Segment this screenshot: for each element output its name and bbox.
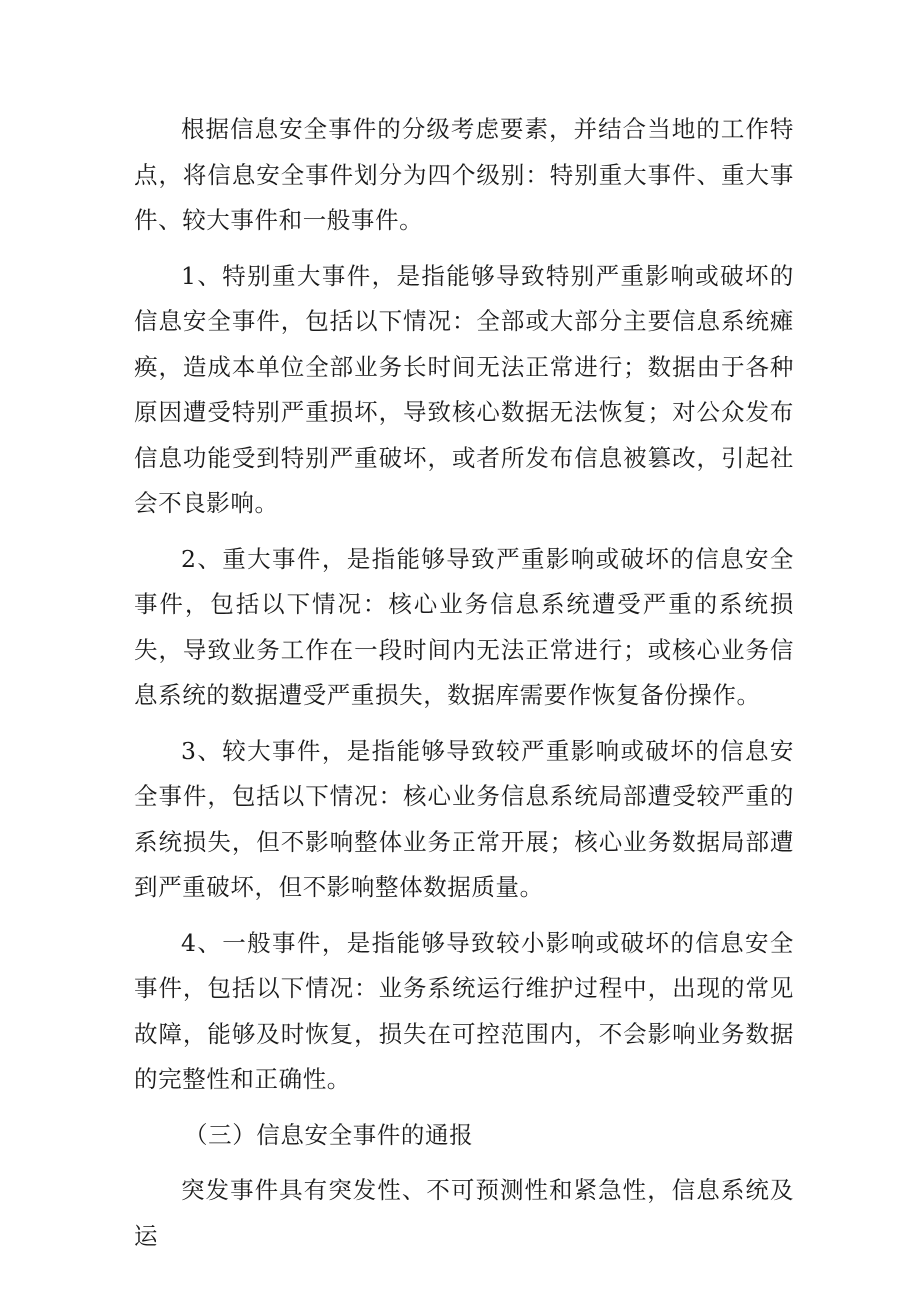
closing-paragraph: 突发事件具有突发性、不可预测性和紧急性，信息系统及运 [134,1176,794,1250]
level-2-paragraph: 2、重大事件，是指能够导致严重影响或破坏的信息安全事件，包括以下情况：核心业务信息系统遭受严重的系统损失，导致业务工作在一段时间内无法正常进行；或核心业务信息系统的数据遭受严重损失，数据库需要作恢复备份操作。 [134,544,794,709]
level-3-paragraph: 3、较大事件，是指能够导致较严重影响或破坏的信息安全事件，包括以下情况：核心业务信息系统局部遭受较严重的系统损失，但不影响整体业务正常开展；核心业务数据局部遭到严重破坏，但不影响整体数据质量。 [134,736,794,901]
level-1-paragraph: 1、特别重大事件，是指能够导致特别严重影响或破坏的信息安全事件，包括以下情况：全部或大部分主要信息系统瘫痪，造成本单位全部业务长时间无法正常进行；数据由于各种原因遭受特别严重损坏，导致核心数据无法恢复；对公众发布信息功能受到特别严重破坏，或者所发布信息被篡改，引起社会不良影响。 [134,261,794,517]
level-4-paragraph: 4、一般事件，是指能够导致较小影响或破坏的信息安全事件，包括以下情况：业务系统运行维护过程中，出现的常见故障，能够及时恢复，损失在可控范围内，不会影响业务数据的完整性和正确性。 [134,928,794,1093]
intro-paragraph: 根据信息安全事件的分级考虑要素，并结合当地的工作特点，将信息安全事件划分为四个级别：特别重大事件、重大事件、较大事件和一般事件。 [134,115,794,234]
section-heading: （三）信息安全事件的通报 [184,1120,474,1149]
document-body [134,107,794,1269]
